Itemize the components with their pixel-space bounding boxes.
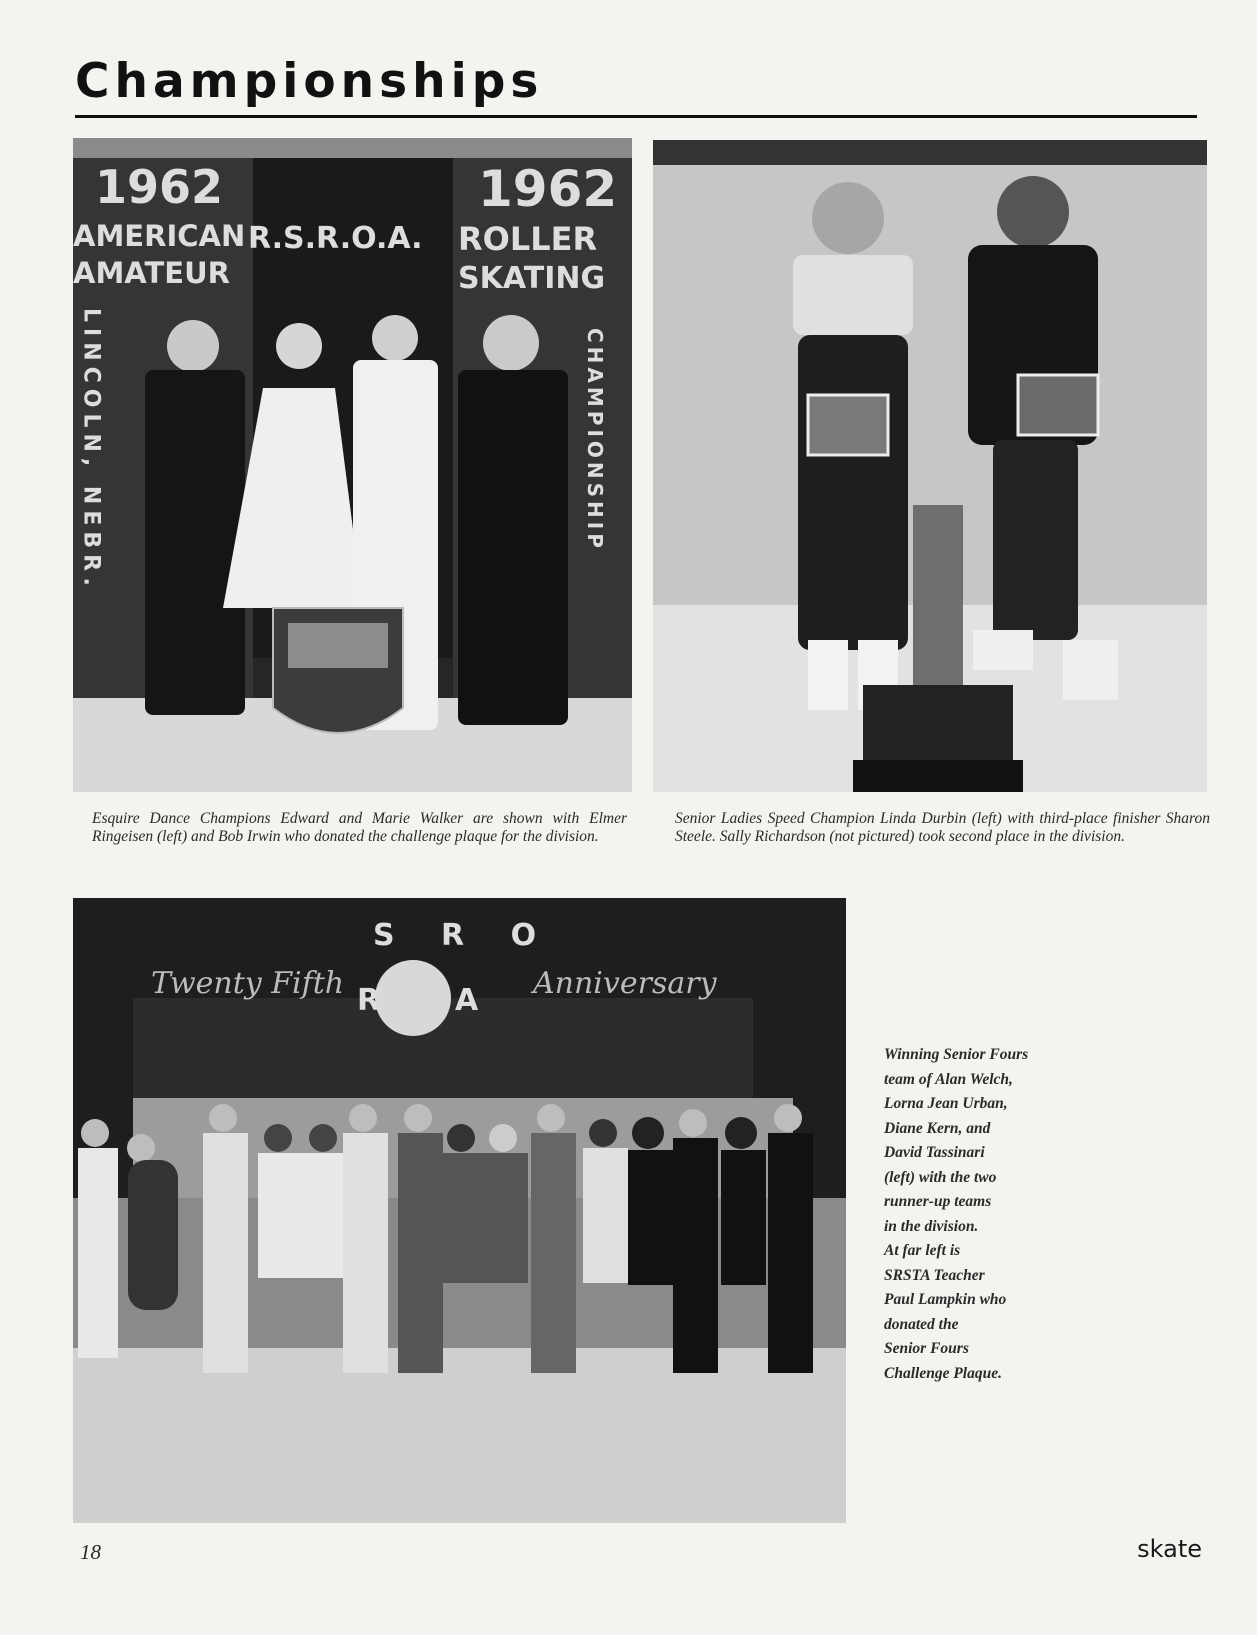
banner-center: R.S.R.O.A. bbox=[248, 221, 423, 256]
caption-senior-fours: Winning Senior Fours team of Alan Welch, Lorna Jean Urban, Diane Kern, and David Tassinari (left) with the two runner-up teams in the division. At far left is SRSTA Teacher Paul Lampkin who donated the Senior Fours Challenge Plaque. bbox=[884, 1046, 1029, 1382]
banner-twenty-fifth: Twenty Fifth bbox=[151, 966, 345, 1001]
banner-right-line1: ROLLER bbox=[458, 220, 598, 258]
banner-left-vertical: LINCOLN, NEBR. bbox=[78, 308, 104, 592]
banner-left-line1: AMERICAN bbox=[73, 219, 246, 253]
photo-senior-fours bbox=[73, 898, 846, 1523]
sign-top: S R O bbox=[373, 918, 555, 953]
banner-right-line2: SKATING bbox=[458, 261, 606, 296]
caption-dance-champions: Esquire Dance Champions Edward and Marie Walker are shown with Elmer Ringeisen (left) and Bob Irwin who donated the challenge plaque for the division. bbox=[92, 810, 627, 845]
page-number: 18 bbox=[80, 1540, 101, 1564]
banner-left-line2: AMATEUR bbox=[73, 256, 230, 290]
publication-name: skate bbox=[1137, 1535, 1202, 1563]
sign-middle-right: A bbox=[455, 983, 479, 1018]
photo-speed-champions bbox=[653, 140, 1207, 792]
banner-left-year: 1962 bbox=[95, 160, 224, 214]
sign-middle-left: R bbox=[357, 983, 381, 1018]
banner-anniversary: Anniversary bbox=[533, 966, 717, 1001]
heading-rule bbox=[75, 115, 1197, 118]
caption-speed-champions: Senior Ladies Speed Champion Linda Durbin (left) with third-place finisher Sharon Steele. Sally Richardson (not pictured) took second place in the division. bbox=[675, 810, 1210, 845]
photo-dance-champions bbox=[73, 138, 632, 792]
page-heading: Championships bbox=[75, 54, 544, 109]
banner-right-year: 1962 bbox=[478, 160, 618, 218]
banner-right-vertical: CHAMPIONSHIP bbox=[583, 328, 607, 552]
